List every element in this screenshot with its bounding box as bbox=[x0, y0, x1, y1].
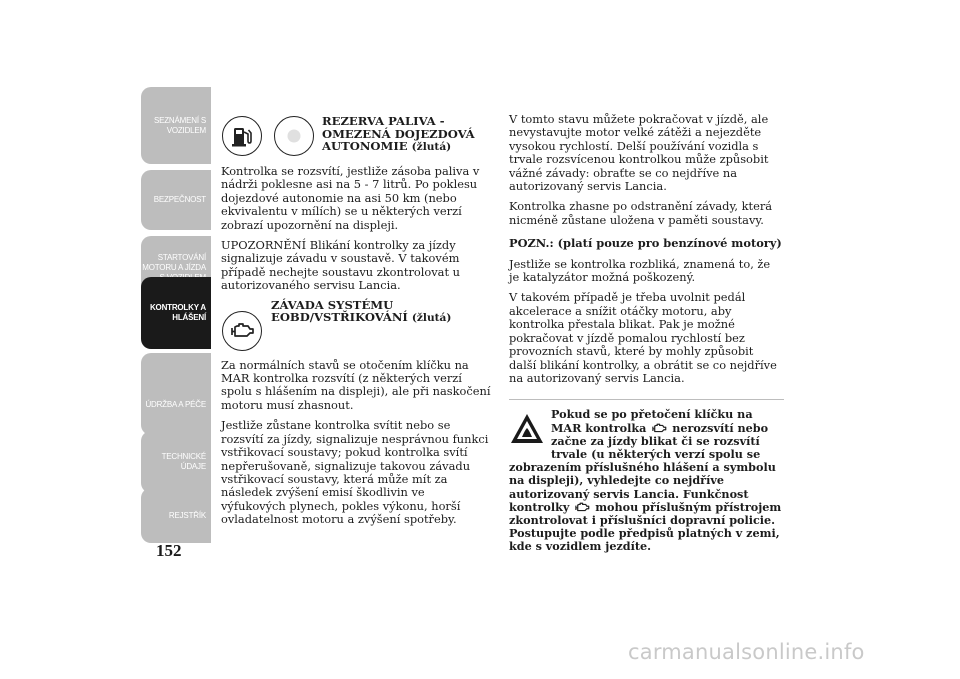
engine-check-icon bbox=[222, 311, 262, 351]
tab-label: MOTORU A JÍZDA bbox=[142, 263, 206, 272]
watermark: carmanualsonline.info bbox=[628, 640, 865, 664]
fuel-reserve-warning: UPOZORNĚNÍ Blikání kontrolky za jízdy signalizuje závadu v soustavě. V takovém případě nechejte soustavu zkontrolovat u autorizovaného servisu Lancia. bbox=[221, 238, 461, 293]
engine-check-icon bbox=[650, 423, 668, 434]
tab-label: TECHNICKÉ bbox=[161, 452, 206, 461]
tab-bezpecnost[interactable] bbox=[141, 170, 211, 230]
catalyst-text: Jestliže se kontrolka rozbliká, znamená to, že je katalyzátor možná poškozený. bbox=[509, 256, 771, 285]
memory-text: Kontrolka zhasne po odstranění závady, která nicméně zůstane uložena v paměti soustavy. bbox=[509, 199, 773, 227]
tab-label: SEZNÁMENÍ S bbox=[153, 115, 206, 125]
eobd-text-1: Za normálních stavů se otočením klíčku na MAR kontrolka rozsvítí (z některých verzí spolu s hlášením na displeji), ale při naskočení motoru musí zhasnout. bbox=[221, 357, 491, 412]
tab-technicke-udaje[interactable] bbox=[141, 431, 211, 493]
fuel-pump-icon bbox=[222, 116, 262, 156]
fuel-reserve-header bbox=[221, 113, 491, 165]
divider bbox=[509, 399, 784, 400]
tab-label: ÚDAJE bbox=[180, 462, 206, 471]
amber-light-icon bbox=[274, 116, 314, 156]
tab-seznameni-s-vozidlem[interactable] bbox=[141, 87, 211, 164]
fuel-reserve-heading: REZERVA PALIVA - OMEZENÁ DOJEZDOVÁ AUTONOMIE (žlutá) bbox=[322, 114, 475, 154]
note-heading: POZN.: (platí pouze pro benzínové motory) bbox=[509, 236, 782, 251]
engine-check-icon bbox=[573, 502, 591, 513]
eobd-text-2: Jestliže zůstane kontrolka svítit nebo se rozsvítí za jízdy, signalizuje nesprávnou funkci vstřikovací soustavy; pokud kontrolka svítí nepřerušovaně, signalizuje takovou závadu vstřikovací soustavy, která může mít za následek zvýšení emisí škodlivin ve výfukových plynech, pokles výkonu, horší ovladatelnost motoru a zvýšení spotřeby. bbox=[221, 418, 489, 527]
tab-label: KONTROLKY A bbox=[149, 303, 206, 312]
tab-label: STARTOVÁNÍ bbox=[157, 253, 206, 262]
tab-label: HLÁŠENÍ bbox=[172, 313, 206, 322]
eobd-header bbox=[221, 297, 491, 359]
fuel-reserve-text: Kontrolka se rozsvítí, jestliže zásoba paliva v nádrži poklesne asi na 5 - 7 litrů. Po poklesu dojezdové autonomie na asi 50 km (nebo ekvivalentu v mílích) se u některých verzí zobrazí upozornění na displeji. bbox=[221, 164, 480, 232]
warning-triangle-icon bbox=[509, 412, 545, 446]
warning-text: nerozsvítí nebo začne za jízdy blikat či se rozsvítí trvale (u některých verzí spolu se zobrazením příslušného hlášení a symbolu na displeji), vyhledejte co nejdříve autorizovaný servis Lancia. Funkčnost kontrolky bbox=[509, 420, 776, 514]
tab-rejstrik[interactable] bbox=[141, 488, 211, 543]
tab-kontrolky-a-hlaseni[interactable] bbox=[141, 277, 211, 349]
continue-driving-text: V tomto stavu můžete pokračovat v jízdě, ale nevystavujte motor velké zátěži a nejezděte vysokou rychlostí. Delší používání vozidla s trvale rozsvícenou kontrolkou může způsobit vážné závady: obraťte se co nejdříve na autorizovaný servis Lancia. bbox=[509, 112, 769, 194]
tab-label: REJSTŘÍK bbox=[168, 510, 206, 520]
tab-label: BEZPEČNOST bbox=[153, 195, 206, 204]
page-number: 152 bbox=[156, 541, 182, 560]
left-column bbox=[221, 113, 491, 534]
tab-udrzba-a-pece[interactable] bbox=[141, 375, 211, 435]
tab-label: VOZIDLEM bbox=[166, 125, 206, 135]
tab-label: ÚDRŽBA A PÉČE bbox=[145, 400, 206, 409]
warning-text: Pokud se po přetočení klíčku na MAR kontrolka bbox=[551, 407, 753, 435]
warning-text: mohou příslušným přístrojem zkontrolovat i příslušníci dopravní policie. Postupujte podle předpisů platných v zemi, kde s vozidlem jezdíte. bbox=[509, 499, 782, 554]
eobd-heading: ZÁVADA SYSTÉMU EOBD/VSTŘIKOVÁNÍ (žlutá) bbox=[271, 297, 452, 325]
blink-procedure-text: V takovém případě je třeba uvolnit pedál akcelerace a snížit otáčky motoru, aby kontrolka přestala blikat. Pak je možné pokračovat v jízdě pomalou rychlostí bez provozních stavů, které by mohly způsobit další blikání kontrolky, a obrátit se co nejdříve na autorizovaný servis Lancia. bbox=[509, 290, 777, 385]
warning-box bbox=[509, 408, 784, 553]
right-column bbox=[509, 113, 784, 554]
